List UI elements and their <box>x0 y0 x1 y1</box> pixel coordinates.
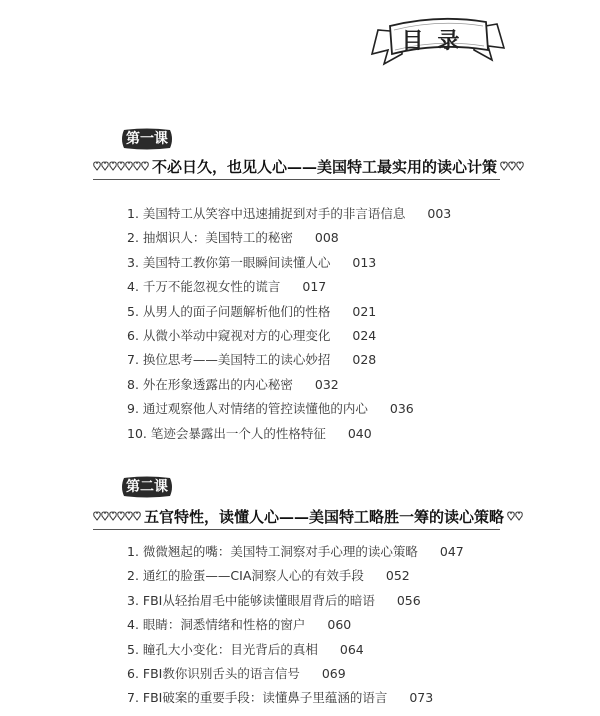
toc-page-number: 047 <box>439 544 464 559</box>
toc-item-label: 5. 从男人的面子问题解析他们的性格 <box>127 303 331 319</box>
toc-page-number: 040 <box>347 425 372 441</box>
toc-item[interactable] <box>127 202 451 226</box>
toc-page-number: 036 <box>389 401 414 417</box>
toc-item-label: 9. 通过观察他人对情绪的管控读懂他的内心 <box>127 401 368 417</box>
toc-page-number: 060 <box>327 617 352 633</box>
toc-item[interactable] <box>127 662 464 686</box>
toc-item[interactable] <box>127 373 451 397</box>
lesson-badge <box>120 476 174 498</box>
toc-item-label: 1. 微微翘起的嘴：美国特工洞察对手心理的读心策略 <box>127 544 418 559</box>
toc-page-number: 069 <box>321 665 346 681</box>
toc-item-label: 2. 通红的脸蛋——CIA洞察人心的有效手段 <box>127 568 364 584</box>
toc-item[interactable] <box>127 397 451 421</box>
toc-item-label: 7. 换位思考——美国特工的读心妙招 <box>127 352 331 368</box>
toc-item[interactable] <box>127 589 464 613</box>
toc-item[interactable] <box>127 226 451 250</box>
toc-item-label: 1. 美国特工从笑容中迅速捕捉到对手的非言语信息 <box>127 206 406 221</box>
hearts-decoration-icon <box>507 510 525 522</box>
toc-item-label: 3. FBI从轻抬眉毛中能够读懂眼眉背后的暗语 <box>127 592 375 608</box>
chapter-heading <box>93 156 526 176</box>
hearts-decoration-icon <box>93 510 141 522</box>
lesson-badge <box>120 128 174 150</box>
lesson-badge-label: 第二课 <box>126 479 168 495</box>
toc-page-number: 003 <box>427 206 452 221</box>
toc-item-label: 4. 千万不能忽视女性的谎言 <box>127 279 281 295</box>
toc-item-label: 6. 从微小举动中窥视对方的心理变化 <box>127 327 331 343</box>
toc-page-number: 056 <box>396 592 421 608</box>
toc-item-label: 5. 瞳孔大小变化：目光背后的真相 <box>127 641 318 657</box>
chapter-title: 不必日久，也见人心——美国特工最实用的读心计策 <box>152 157 498 176</box>
toc-page-number: 028 <box>352 352 377 368</box>
toc-item[interactable] <box>127 540 464 564</box>
toc-page-number: 032 <box>314 376 339 392</box>
divider <box>93 179 500 180</box>
toc-item-label: 10. 笔迹会暴露出一个人的性格特征 <box>127 425 326 441</box>
toc-item[interactable] <box>127 324 451 348</box>
toc-page-number: 017 <box>302 279 327 295</box>
toc-item-label: 8. 外在形象透露出的内心秘密 <box>127 376 293 392</box>
toc-item-label: 7. FBI破案的重要手段：读懂鼻子里蕴涵的语言 <box>127 690 388 706</box>
toc-page-number: 052 <box>385 568 410 584</box>
toc-item[interactable] <box>127 686 464 710</box>
toc-item-label: 6. FBI教你识别舌头的语言信号 <box>127 665 300 681</box>
lesson-badge-label: 第一课 <box>126 131 168 147</box>
toc-item[interactable] <box>127 638 464 662</box>
toc-item[interactable] <box>127 300 451 324</box>
toc-list <box>127 540 464 711</box>
toc-item-label: 3. 美国特工教你第一眼瞬间读懂人心 <box>127 254 331 270</box>
toc-item[interactable] <box>127 613 464 637</box>
toc-page-number: 073 <box>409 690 434 706</box>
toc-item-label: 2. 抽烟识人：美国特工的秘密 <box>127 230 293 246</box>
toc-item[interactable] <box>127 275 451 299</box>
toc-item[interactable] <box>127 348 451 372</box>
toc-item[interactable] <box>127 251 451 275</box>
toc-list <box>127 202 451 446</box>
toc-banner <box>370 10 505 68</box>
toc-item[interactable] <box>127 564 464 588</box>
toc-page-number: 064 <box>339 641 364 657</box>
chapter-title: 五官特性，读懂人心——美国特工略胜一筹的读心策略 <box>144 507 505 526</box>
toc-page-number: 008 <box>314 230 339 246</box>
hearts-decoration-icon <box>500 160 526 172</box>
page-title: 目录 <box>401 29 474 54</box>
toc-item-label: 4. 眼睛：洞悉情绪和性格的窗户 <box>127 617 306 633</box>
toc-page-number: 021 <box>352 303 377 319</box>
chapter-heading <box>93 506 525 526</box>
hearts-decoration-icon <box>93 160 149 172</box>
toc-page-number: 013 <box>352 254 377 270</box>
toc-item[interactable] <box>127 422 451 446</box>
toc-page-number: 024 <box>352 327 377 343</box>
divider <box>93 529 500 530</box>
